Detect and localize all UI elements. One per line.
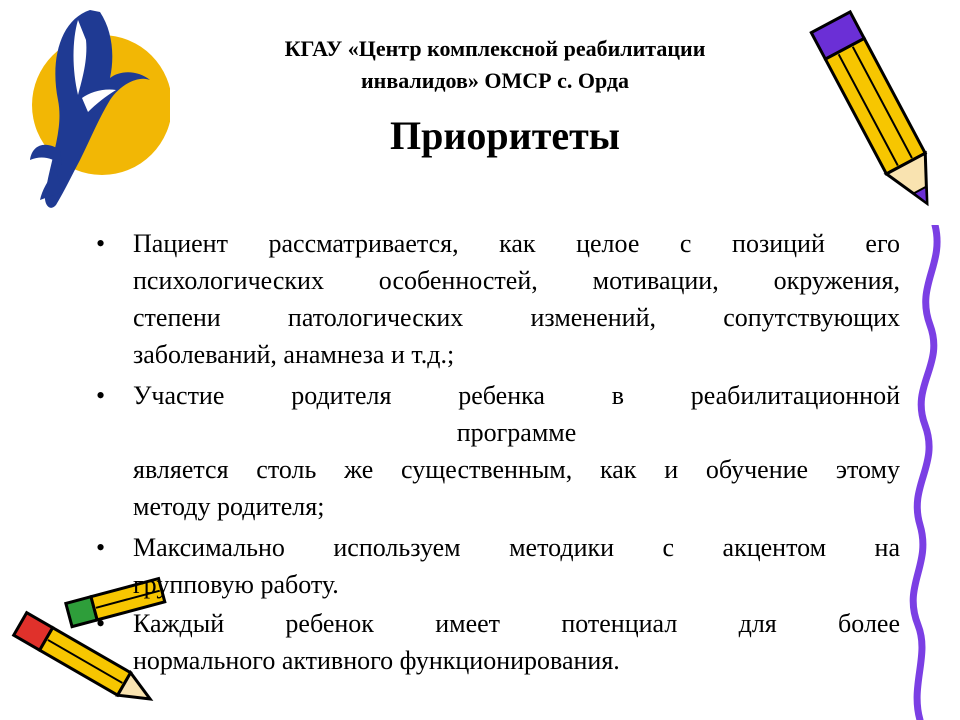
squiggle-line-icon	[890, 225, 960, 720]
bullet-icon: •	[96, 609, 106, 638]
bullet-icon: •	[96, 381, 106, 410]
list-item-line: степени патологических изменений, сопутствующих	[133, 303, 900, 332]
list-item	[90, 529, 900, 603]
list-item-line: Каждый ребенок имеет потенциал для более	[133, 609, 900, 638]
list-item	[90, 377, 900, 525]
list-item	[90, 605, 900, 679]
list-item-line: Пациент рассматривается, как целое с позиций его	[133, 229, 900, 258]
list-item-line: групповую работу.	[133, 570, 339, 599]
dolphin-sun-logo-icon	[20, 0, 170, 220]
list-item	[90, 225, 900, 373]
list-item-line: нормального активного функционирования.	[133, 646, 620, 675]
list-item-line: Максимально используем методики с акцентом на	[133, 533, 900, 562]
slide-title: Приоритеты	[390, 113, 620, 158]
bullet-icon: •	[96, 229, 106, 258]
organization-name-line2: инвалидов» ОМСР с. Орда	[360, 68, 630, 93]
list-item-line: программе	[456, 418, 577, 447]
list-item-line: психологических особенностей, мотивации, окружения,	[133, 266, 900, 295]
list-item-line: заболеваний, анамнеза и т.д.;	[133, 340, 455, 369]
bullet-icon: •	[96, 533, 106, 562]
priorities-list	[90, 225, 900, 679]
list-item-line: методу родителя;	[133, 492, 325, 521]
list-item-line: является столь же существенным, как и обучение этому	[133, 455, 900, 484]
list-item-line: Участие родителя ребенка в реабилитационной	[133, 381, 900, 410]
organization-name-line1: КГАУ «Центр комплексной реабилитации	[284, 36, 706, 61]
